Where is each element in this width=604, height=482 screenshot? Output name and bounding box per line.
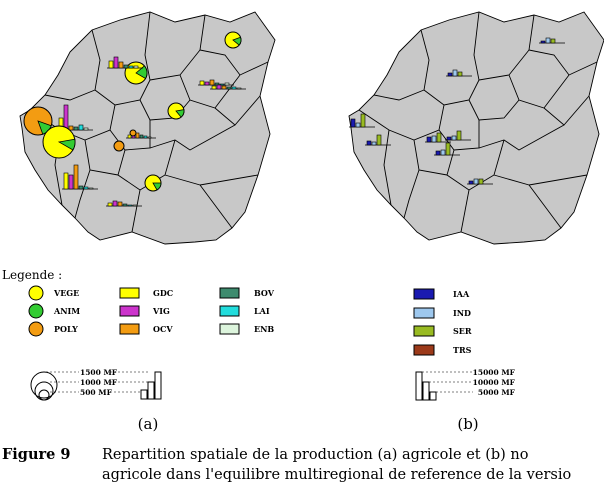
legend-swatch-trs (414, 345, 434, 355)
bars-region-n-bar-ocv (119, 62, 123, 68)
bars-region-n-bar-enb (134, 66, 138, 68)
legend-label-anim: ANIM (54, 306, 81, 316)
bars-region-s-bar-lai (128, 205, 132, 206)
legend-label-trs: TRS (453, 345, 472, 355)
bars-region-n-bar-vig (114, 57, 118, 68)
bars-region-sw-bar-enb (89, 188, 93, 189)
bars-region-s-bar-bov (123, 204, 127, 206)
legend-swatch-ind (414, 308, 434, 318)
scale-a-bar-small (141, 390, 147, 399)
bars-region-c-bar-gdc (128, 135, 131, 138)
bars-region-c-bar-lai (144, 136, 147, 138)
bars-b-region-c2-bar-ser (446, 143, 450, 155)
bars-b-region-n-bar-ind (453, 70, 457, 76)
legend-label-lai: LAI (254, 306, 270, 316)
bars-region-s-bar-gdc (108, 203, 112, 206)
bars-b-region-cw-bar-iaa (367, 141, 371, 145)
legend-label-ser: SER (453, 326, 472, 336)
bars-region-sw-bar-bov (79, 186, 83, 189)
bars-region-n-bar-lai (129, 66, 133, 68)
bars-b-region-c1-bar-iaa (427, 137, 431, 142)
legend-label-iaa: IAA (453, 289, 470, 299)
legend-b (414, 289, 472, 355)
bars-b-region-ne-bar-ser (551, 39, 555, 43)
legend-a (29, 286, 275, 336)
bars-b-region-ne-bar-iaa (541, 41, 545, 43)
caption-line-1: Repartition spatiale de la production (a) agricole et (b) no (102, 447, 529, 463)
map-a-label: (a) (137, 415, 159, 433)
bars-region-n-bar-bov (124, 65, 128, 68)
bars-region-e1-bar-ocv (210, 80, 214, 85)
legend-label-vege: VEGE (54, 288, 80, 298)
map-b (349, 12, 604, 244)
bars-region-e2-bar-enb (237, 88, 241, 89)
legend-swatch-ser (414, 326, 434, 336)
bars-region-w-bar-lai (79, 125, 83, 130)
bars-b-region-s-bar-ind (474, 179, 478, 184)
bars-region-e1-bar-vig (205, 82, 209, 85)
bars-region-sw-bar-ocv (74, 165, 78, 189)
bars-region-e1-bar-bov (215, 83, 219, 85)
bars-b-region-c3-bar-ser (457, 131, 461, 140)
scale-a-bar-medium (148, 382, 154, 399)
legend-label-bov: BOV (254, 288, 274, 298)
bars-region-e1-bar-gdc (200, 81, 204, 85)
legend-label-gdc: GDC (153, 288, 174, 298)
bars-region-n-bar-gdc (109, 61, 113, 68)
bars-region-c-bar-bov (140, 135, 143, 138)
bars-region-e1-bar-enb (225, 83, 229, 85)
scale-a-label-1500: 1500 MF (80, 368, 118, 377)
bars-region-w-bar-bov (74, 127, 78, 130)
caption-number: Figure 9 (2, 446, 71, 463)
bars-b-region-ne-bar-ind (546, 38, 550, 43)
bars-region-s-bar-vig (113, 201, 117, 206)
bars-region-w-bar-vig (64, 105, 68, 130)
bars-b-region-c3-bar-ind (452, 136, 456, 140)
scale-b-label-10000: 10000 MF (472, 378, 515, 387)
legend-label-enb: ENB (254, 324, 275, 334)
bars-region-c-bar-ocv (136, 133, 139, 138)
legend-swatch-vig (120, 306, 139, 316)
scale-b-bar-medium (423, 382, 429, 400)
bars-b-region-c1-bar-ind (432, 136, 436, 142)
legend-swatch-vege (29, 286, 43, 300)
scale-b (416, 367, 516, 400)
map-b-outline (349, 12, 604, 244)
legend-label-ocv: OCV (153, 324, 173, 334)
legend-label-poly: POLY (54, 324, 78, 334)
bars-region-w-bar-enb (84, 128, 88, 130)
scale-a-label-500: 500 MF (80, 388, 112, 397)
bars-b-region-n-bar-iaa (448, 73, 452, 76)
scale-b-label-15000: 15000 MF (472, 368, 515, 377)
bars-region-e2-bar-gdc (212, 86, 216, 89)
scale-a (31, 367, 161, 400)
map-a (20, 12, 275, 244)
bars-region-e2-bar-ocv (222, 86, 226, 89)
legend-swatch-enb (220, 324, 239, 334)
scale-b-bar-small (430, 392, 436, 400)
bars-region-c-bar-enb (148, 137, 151, 138)
scale-a-bar-large (155, 372, 161, 399)
bars-region-sw-bar-lai (84, 187, 88, 189)
bars-b-region-s-bar-ser (479, 179, 483, 184)
bars-b-region-s-bar-iaa (469, 181, 473, 184)
legend-swatch-gdc (120, 288, 139, 298)
bars-region-s-bar-ocv (118, 202, 122, 206)
scale-b-bar-large (416, 372, 422, 400)
bars-b-region-w-bar-ser (361, 114, 365, 127)
bars-region-c-bar-vig (132, 136, 135, 138)
legend-swatch-lai (220, 306, 239, 316)
bars-region-sw-bar-gdc (64, 173, 68, 189)
bars-b-region-c1-bar-ser (437, 133, 441, 142)
scale-a-label-1000: 1000 MF (80, 378, 118, 387)
bars-b-region-c2-bar-iaa (436, 151, 440, 155)
bars-b-region-n-bar-ser (458, 72, 462, 76)
scale-a-circle-large (31, 372, 57, 398)
scale-b-label-5000: 5000 MF (477, 388, 515, 397)
legend-swatch-poly (29, 322, 43, 336)
bars-region-e2-bar-bov (227, 87, 231, 89)
legend-swatch-anim (29, 304, 43, 318)
bars-b-region-cw-bar-ind (372, 142, 376, 145)
bars-region-e2-bar-vig (217, 85, 221, 89)
bars-b-region-cw-bar-ser (377, 135, 381, 145)
bars-b-region-w-bar-ind (356, 123, 360, 127)
scale-a-circle-medium (35, 382, 53, 400)
legend-swatch-bov (220, 288, 239, 298)
pie-region-c2 (114, 141, 124, 151)
legend-label-vig: VIG (153, 306, 170, 316)
caption-line-2: agricole dans l'equilibre multiregional de reference de la versio (102, 467, 572, 482)
map-b-label: (b) (457, 415, 479, 433)
bars-region-e2-bar-lai (232, 87, 236, 89)
bars-b-region-w-bar-iaa (351, 119, 355, 127)
bars-b-region-c3-bar-iaa (447, 137, 451, 140)
legend-title: Legende : (2, 268, 63, 282)
bars-region-s-bar-enb (133, 205, 137, 206)
legend-label-ind: IND (453, 308, 471, 318)
legend-swatch-ocv (120, 324, 139, 334)
bars-b-region-c2-bar-ind (441, 150, 445, 155)
legend-swatch-iaa (414, 289, 434, 299)
bars-region-sw-bar-vig (69, 175, 73, 189)
